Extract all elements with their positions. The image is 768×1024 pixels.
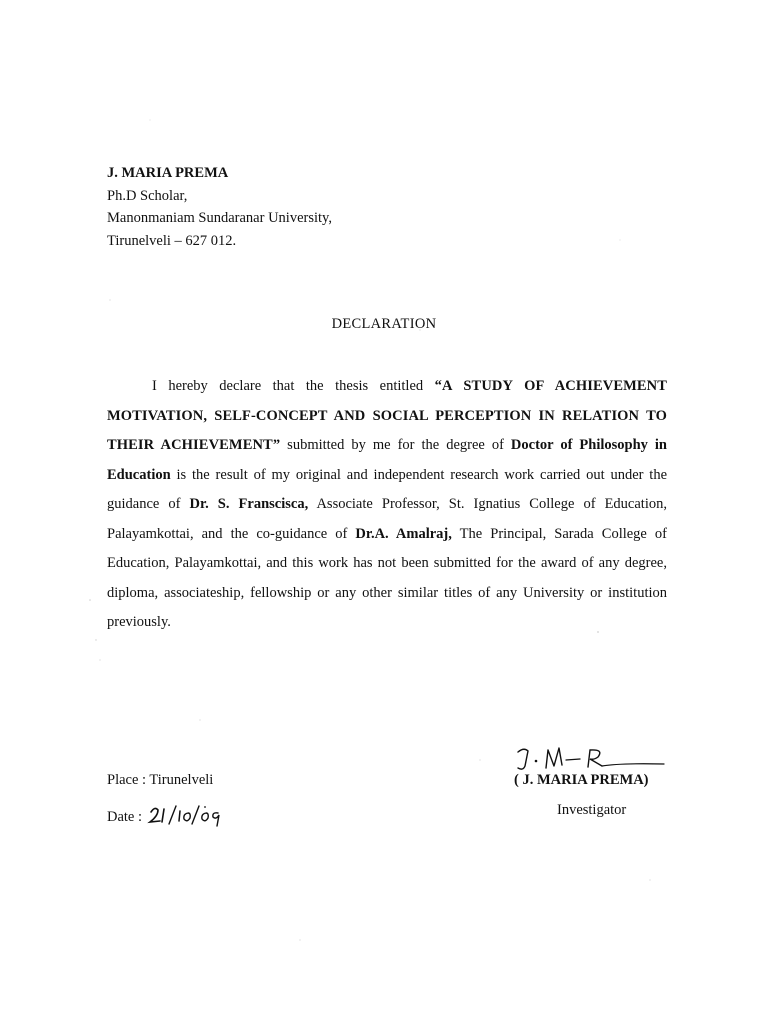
body-text-3: is the result of my original and independent research work carried out under the guidance of: [107, 466, 667, 512]
author-city: Tirunelveli – 627 012.: [107, 232, 237, 249]
body-text-2: submitted by me for the degree of: [280, 437, 511, 453]
author-university: Manonmaniam Sundaranar University,: [107, 210, 332, 226]
signatory-name: ( J. MARIA PREMA): [514, 772, 649, 788]
thesis-title: “A STUDY OF ACHIEVEMENT MOTIVATION, SELF-CONCEPT AND SOCIAL PERCEPTION IN RELATION TO THEIR ACHIEVEMENT”: [107, 378, 667, 453]
author-position: Ph.D Scholar,: [107, 187, 188, 204]
author-name: J. MARIA PREMA: [107, 165, 229, 181]
date-label: Date :: [107, 808, 143, 825]
place-label: Place : Tirunelveli: [107, 772, 214, 788]
body-text-4: Associate Professor, St. Ignatius College of Education, Palayamkottai, and the co-guidance of: [107, 496, 667, 542]
page-title: DECLARATION: [331, 316, 437, 332]
body-text-5: The Principal, Sarada College of Education, Palayamkottai, and this work has not been submitted for the award of any degree, diploma, associateship, fellowship or any other similar titles of any University or institution previously.: [107, 525, 667, 630]
body-text-1: I hereby declare that the thesis entitled: [152, 378, 435, 394]
guide-name: Dr. S. Franscisca,: [189, 496, 309, 512]
degree-name: Doctor of Philosophy in Education: [107, 437, 667, 483]
co-guide-name: Dr.A. Amalraj,: [355, 525, 452, 542]
signatory-role: Investigator: [557, 802, 627, 818]
